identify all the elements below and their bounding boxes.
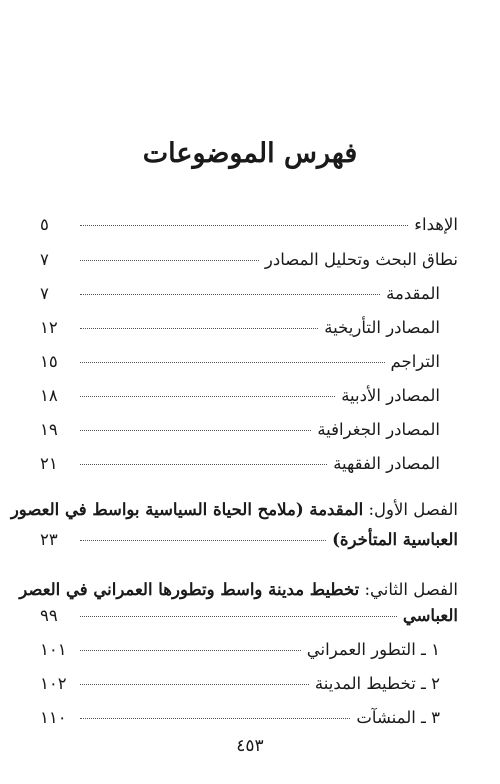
chapter-1-title: المقدمة (ملامح الحياة السياسية بواسط في العصور: [10, 500, 364, 519]
entry-page: ٢٣: [40, 530, 58, 549]
toc-entry: [40, 673, 458, 695]
dot-leader: [80, 362, 385, 363]
dot-leader: [80, 540, 326, 541]
dot-leader: [80, 616, 397, 617]
chapter-2-title: تخطيط مدينة واسط وتطورها العمراني في العصر: [19, 580, 360, 599]
entry-page: ٧: [40, 250, 49, 269]
entry-label: ٢ ـ تخطيط المدينة: [314, 674, 440, 693]
entry-label: المصادر الأدبية: [341, 386, 440, 405]
dot-leader: [80, 464, 327, 465]
toc-entry: [40, 529, 458, 551]
entry-label: ١ ـ التطور العمراني: [306, 640, 440, 659]
chapter-2-heading: [19, 579, 458, 601]
entry-page: ١٩: [40, 420, 58, 439]
chapter-2-label: الفصل الثاني:: [364, 580, 458, 599]
entry-page: ٥: [40, 215, 49, 234]
dot-leader: [80, 396, 335, 397]
dot-leader: [80, 328, 318, 329]
toc-entry: [40, 317, 458, 339]
dot-leader: [80, 260, 259, 261]
entry-page: ١١٠: [40, 708, 67, 727]
dot-leader: [80, 225, 408, 226]
chapter-1-title-cont: العباسية المتأخرة): [332, 530, 458, 549]
table-of-contents: [10, 208, 458, 729]
entry-page: ١٠١: [40, 640, 67, 659]
toc-entry: [40, 351, 458, 373]
entry-label: المصادر التأريخية: [324, 318, 440, 337]
toc-entry: [40, 249, 458, 271]
entry-page: ١٨: [40, 386, 58, 405]
toc-entry: [40, 385, 458, 407]
entry-page: ١٢: [40, 318, 58, 337]
entry-page: ١٥: [40, 352, 58, 371]
chapter-1-label: الفصل الأول:: [368, 500, 458, 519]
entry-label: الإهداء: [414, 215, 458, 234]
chapter-2-title-cont: العباسي: [402, 606, 458, 625]
entry-label: نطاق البحث وتحليل المصادر: [264, 250, 458, 269]
toc-entry: [40, 214, 458, 236]
toc-entry: [40, 707, 458, 729]
dot-leader: [80, 684, 309, 685]
entry-label: ٣ ـ المنشآت: [356, 708, 440, 727]
entry-page: ٩٩: [40, 606, 58, 625]
dot-leader: [80, 430, 311, 431]
toc-entry: [40, 419, 458, 441]
dot-leader: [80, 294, 380, 295]
dot-leader: [80, 718, 350, 719]
entry-label: التراجم: [390, 352, 440, 371]
entry-label: المصادر الفقهية: [333, 454, 440, 473]
entry-page: ٢١: [40, 454, 58, 473]
entry-label: المصادر الجغرافية: [317, 420, 440, 439]
toc-entry: [40, 639, 458, 661]
toc-entry: [40, 283, 458, 305]
chapter-1-heading: [10, 499, 458, 521]
entry-page: ٧: [40, 284, 49, 303]
page-number: ٤٥٣: [236, 736, 264, 756]
toc-entry: [40, 453, 458, 475]
page-title: فهرس الموضوعات: [142, 138, 358, 169]
entry-label: المقدمة: [386, 284, 440, 303]
dot-leader: [80, 650, 301, 651]
entry-page: ١٠٢: [40, 674, 67, 693]
toc-entry: [40, 605, 458, 627]
